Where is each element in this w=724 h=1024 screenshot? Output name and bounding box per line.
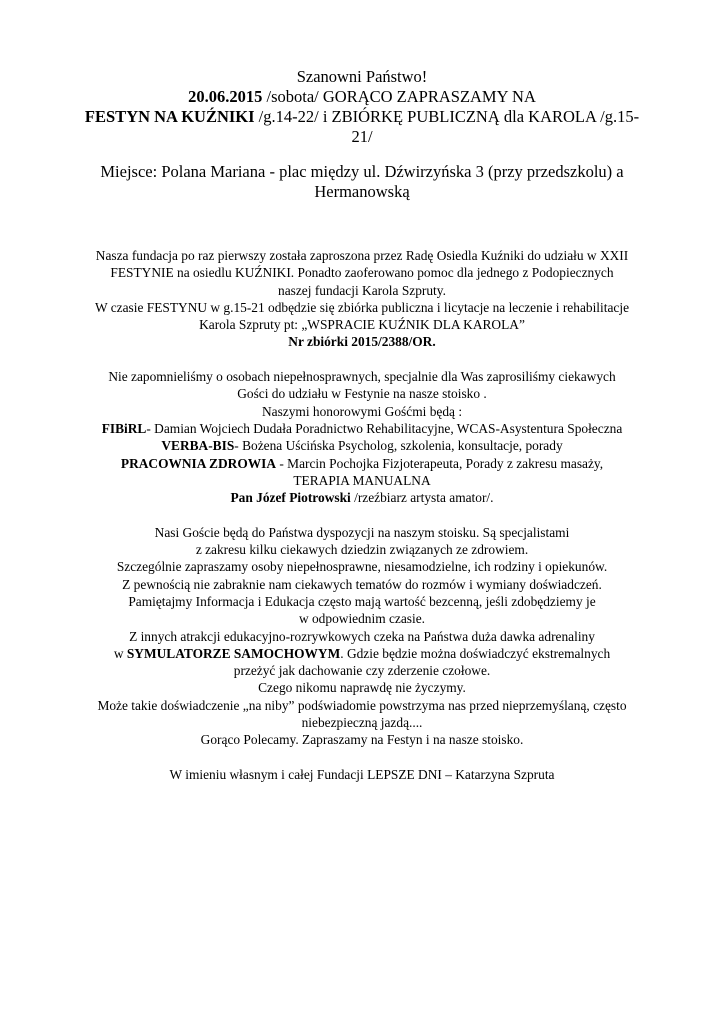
signature: W imieniu własnym i całej Fundacji LEPSZE DNI – Katarzyna Szpruta [169,766,555,782]
guest-piotrowski: Pan Józef Piotrowski /rzeźbiarz artysta amator/. [230,490,494,506]
place-line-1: Miejsce: Polana Mariana - plac między ul. Dźwirzyńska 3 (przy przedszkolu) a [100,162,624,181]
guest-fibirl: FIBiRL- Damian Wojciech Dudała Poradnictwo Rehabilitacyjne, WCAS-Asystentura Społeczna [101,420,623,436]
header [60,67,664,202]
event-title: FESTYN NA KUŹNIKI [84,107,255,126]
paragraph-invitation: Nasza fundacja po raz pierwszy została zaproszona przez Radę Osiedla Kuźniki do udziału w XXII FESTYNIE na osiedlu KUŹNIKI. Ponadto zaoferowano pomoc dla jednego z Podopiecznych naszej fundacji Karola Szpruty. W czasie FESTYNU w g.15-21 odbędzie się zbiórka publiczna i licytacje na leczenie i rehabilitacje Karola Szpruty pt: „WSPRACIE KUŹNIK DLA KAROLA” Nr zbiórki 2015/2388/OR. [50,247,674,351]
greeting: Szanowni Państwo! [296,67,428,86]
simulator-line: w SYMULATORZE SAMOCHOWYM. Gdzie będzie można doświadczyć ekstremalnych [113,645,611,661]
guest-pracownia-zdrowia: PRACOWNIA ZDROWIA - Marcin Pochojka Fizjoterapeuta, Porady z zakresu masaży, [120,455,604,471]
guest-verba-bis: VERBA-BIS- Bożena Uścińska Psycholog, szkolenia, konsultacje, porady [161,438,563,454]
place-line-2: Hermanowską [314,182,410,201]
paragraph-details: Nasi Goście będą do Państwa dyspozycji na naszym stoisku. Są specjalistami z zakresu kilku ciekawych dziedzin związanych ze zdrowiem. Szczególnie zapraszamy osoby niepełnosprawne, niesamodzielne, ich rodziny i opiekunów. Z pewnością nie zabraknie nam ciekawych tematów do rozmów i wymiany doświadczeń. Pamiętajmy Informacja i Edukacja często mają wartość bezcenną, jeśli zdobędziemy je w odpowiednim czasie. Z innych atrakcji edukacyjno-rozrywkowych czeka na Państwa duża dawka adrenaliny w SYMULATORZE SAMOCHOWYM. Gdzie będzie można doświadczyć ekstremalnych przeżyć jak dachowanie czy zderzenie czołowe. Czego nikomu naprawdę nie życzymy. Może takie doświadczenie „na niby” podświadomie powstrzyma nas przed nieprzemyślaną, często niebezpieczną jazdą.... Gorąco Polecamy. Zapraszamy na Festyn i na nasze stoisko. [50,524,674,749]
collection-number: Nr zbiórki 2015/2388/OR. [288,334,436,350]
event-hours-cont: 21/ [351,127,373,146]
event-title-line: FESTYN NA KUŹNIKI /g.14-22/ i ZBIÓRKĘ PUBLICZNĄ dla KAROLA /g.15- [84,107,640,126]
event-date-line: 20.06.2015 /sobota/ GORĄCO ZAPRASZAMY NA [188,87,536,106]
event-date: 20.06.2015 [188,87,263,106]
paragraph-guests: Nie zapomnieliśmy o osobach niepełnosprawnych, specjalnie dla Was zaprosiliśmy ciekawych Gości do udziału w Festynie na nasze stoisko . Naszymi honorowymi Gośćmi będą : FIBiRL- Damian Wojciech Dudała Poradnictwo Rehabilitacyjne, WCAS-Asystentura Społeczna VERBA-BIS- Bożena Uścińska Psycholog, szkolenia, konsultacje, porady PRACOWNIA ZDROWIA - Marcin Pochojka Fizjoterapeuta, Porady z zakresu masaży, TERAPIA MANUALNA Pan Józef Piotrowski /rzeźbiarz artysta amator/. [50,368,674,506]
letter-body [50,247,674,783]
